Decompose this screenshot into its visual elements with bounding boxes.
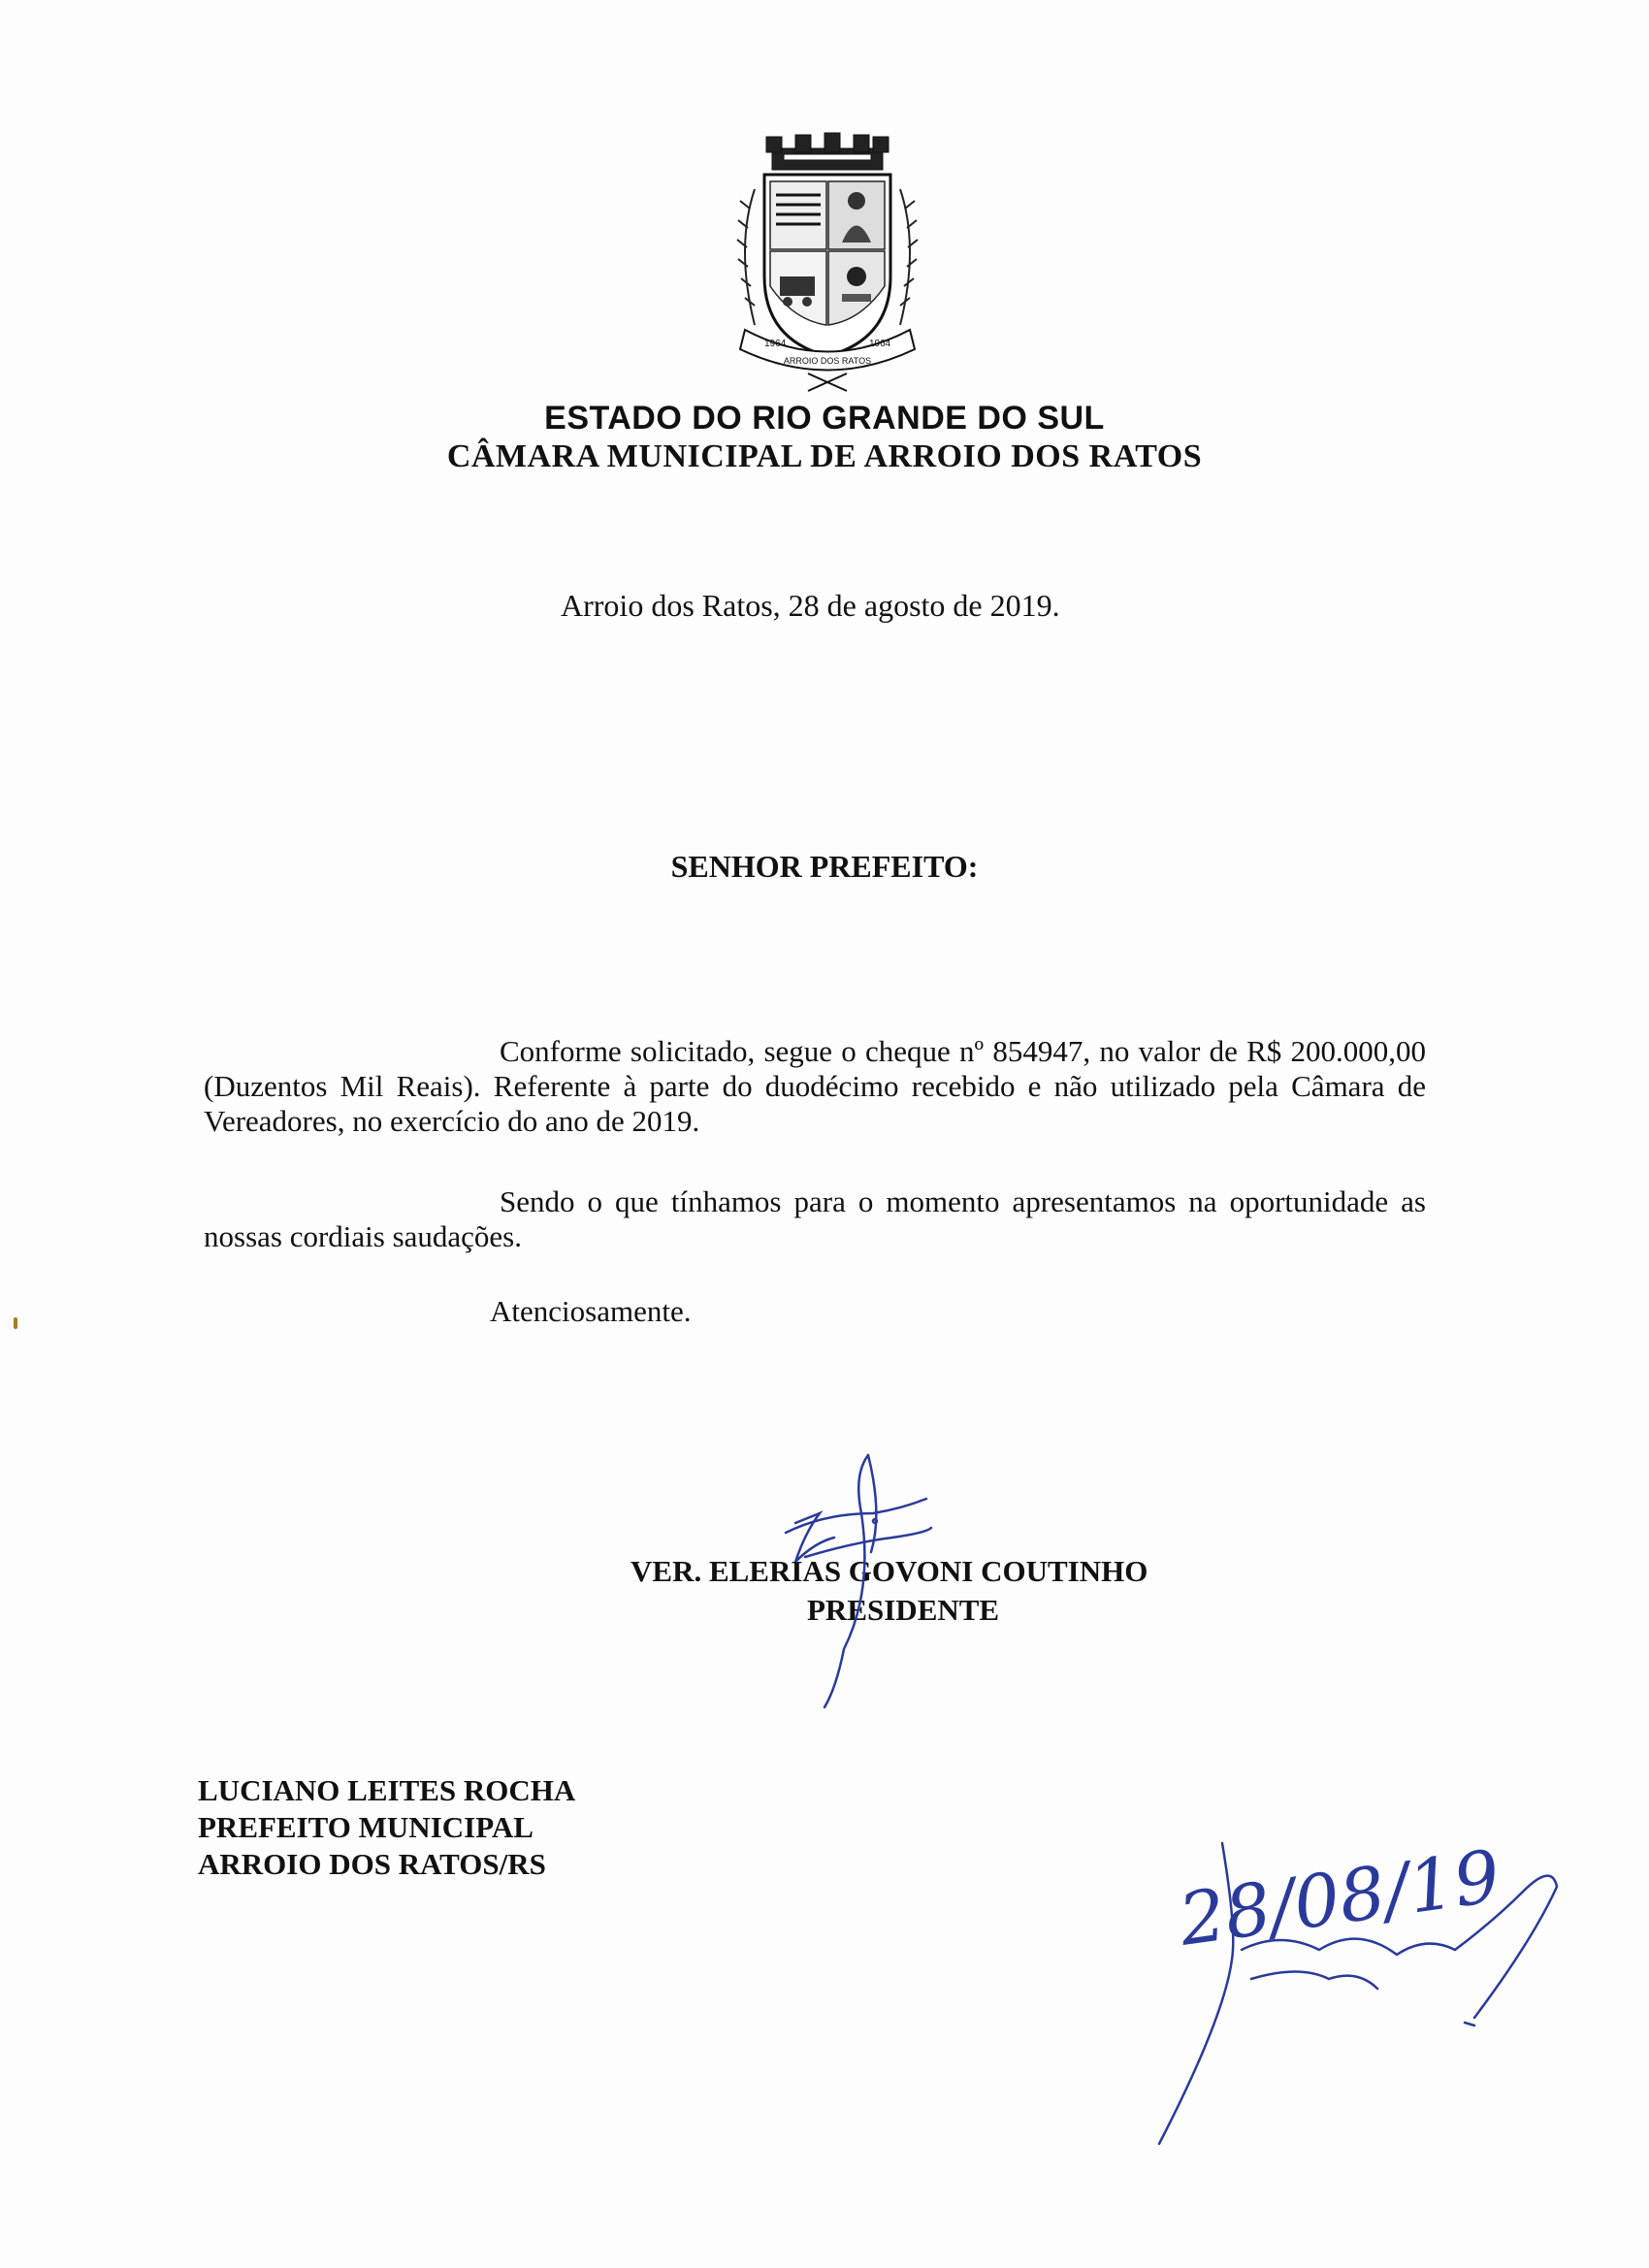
date-line: Arroio dos Ratos, 28 de agosto de 2019. — [561, 588, 1060, 623]
body-paragraph-2: Sendo o que tínhamos para o momento apresentamos na oportunidade as nossas cordiais saudações. — [204, 1184, 1426, 1253]
chamber-heading: CÂMARA MUNICIPAL DE ARROIO DOS RATOS — [446, 438, 1203, 474]
municipal-coat-of-arms — [716, 131, 939, 393]
body-paragraph-1: Conforme solicitado, segue o cheque nº 854947, no valor de R$ 200.000,00 (Duzentos Mil Reais). Referente à parte do duodécimo recebido e não utilizado pela Câmara de Vereadores, no exercício do ano de 2019. — [204, 1034, 1426, 1138]
addressee-location: ARROIO DOS RATOS/RS — [198, 1847, 546, 1881]
crest-year-left: 1964 — [764, 339, 787, 349]
addressee-role: PREFEITO MUNICIPAL — [198, 1810, 534, 1844]
crest-label: ARROIO DOS RATOS — [783, 356, 872, 366]
addressee-block — [198, 1772, 575, 1883]
closing-line: Atenciosamente. — [490, 1294, 692, 1328]
addressee-name: LUCIANO LEITES ROCHA — [198, 1773, 576, 1807]
crest-year-right: 1964 — [869, 339, 891, 349]
paper-mark — [14, 1317, 17, 1329]
receipt-signature — [1159, 1843, 1557, 2144]
salutation: SENHOR PREFEITO: — [670, 849, 979, 884]
receipt-date: 28/08/19 — [1174, 1834, 1505, 1962]
signatory-name: VER. ELERIAS GOVONI COUTINHO — [630, 1554, 1148, 1588]
signatory-role: PRESIDENTE — [807, 1593, 1000, 1627]
state-heading: ESTADO DO RIO GRANDE DO SUL — [544, 400, 1105, 437]
